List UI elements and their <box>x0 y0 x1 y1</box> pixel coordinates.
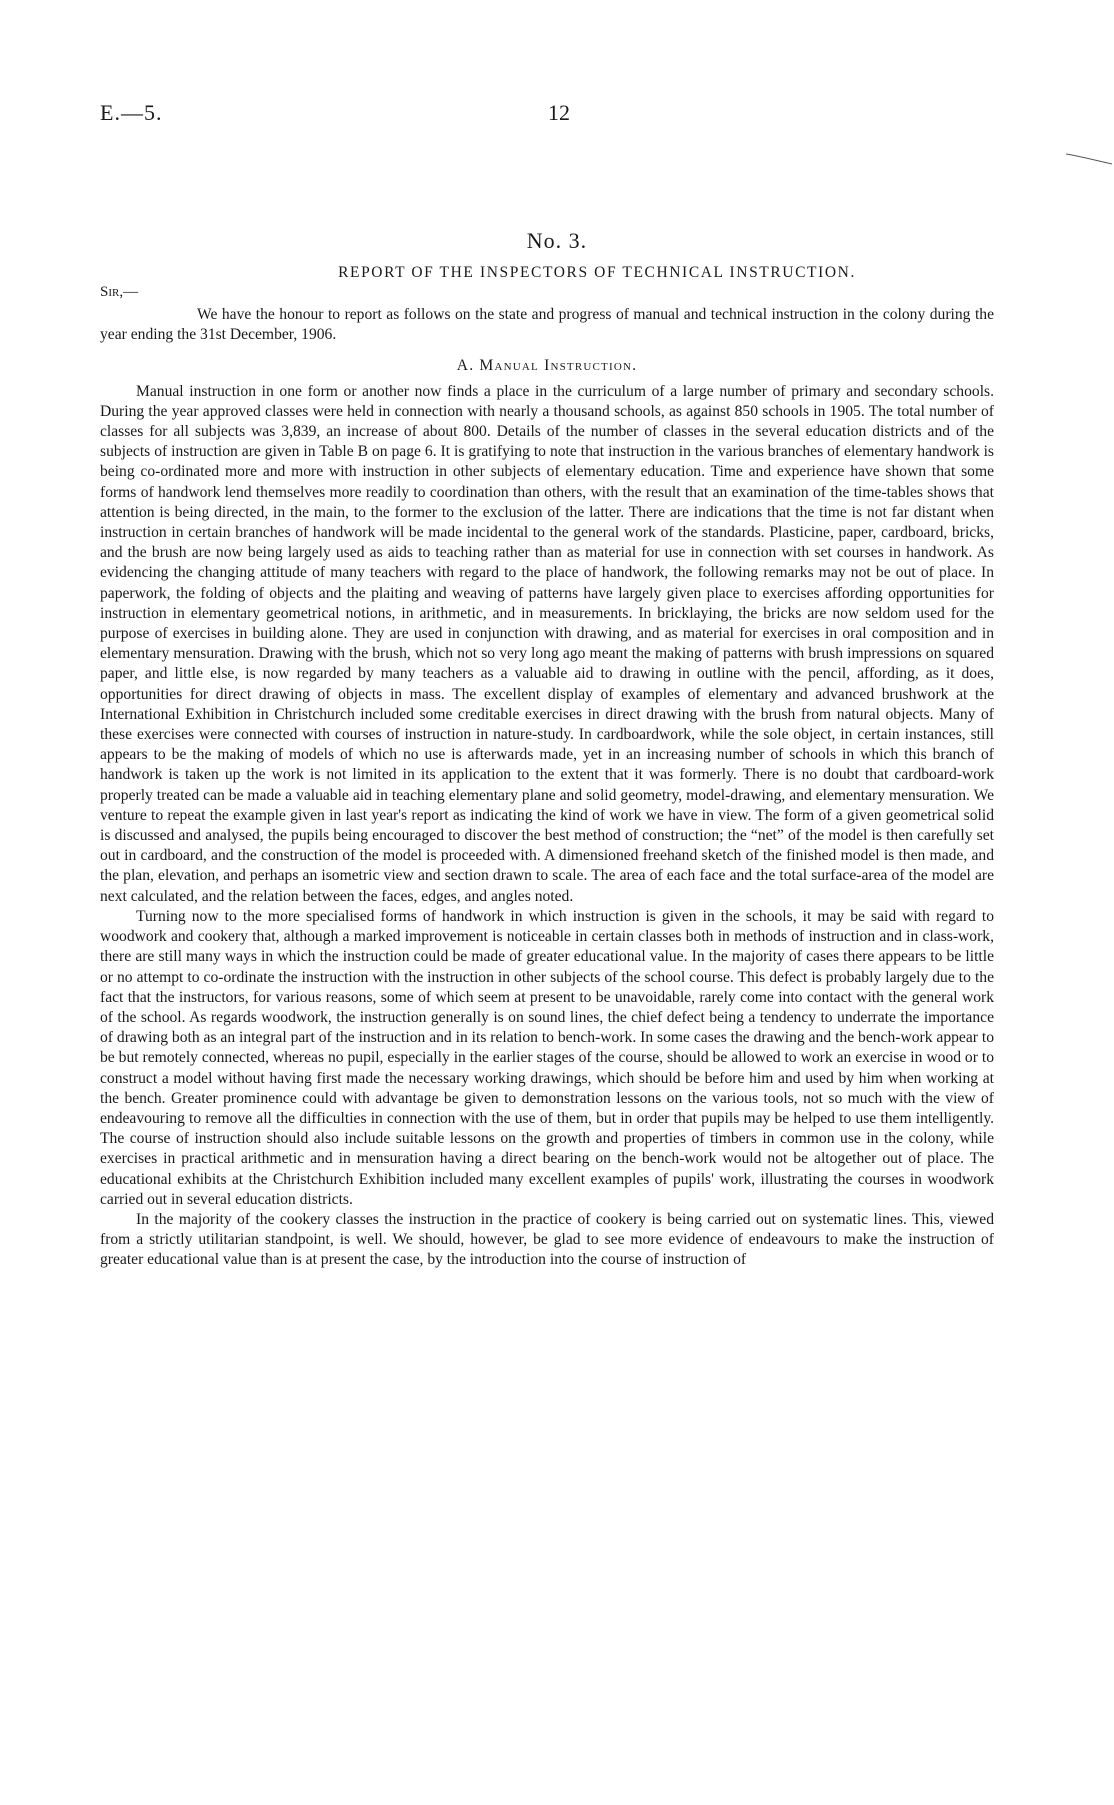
page-header-reference: E.—5. <box>100 100 163 125</box>
report-body <box>100 305 994 1271</box>
report-title: REPORT OF THE INSPECTORS OF TECHNICAL INSTRUCTION. <box>338 264 856 281</box>
margin-mark <box>1064 152 1114 166</box>
document-number: No. 3. <box>526 228 588 253</box>
body-paragraph: In the majority of the cookery classes the instruction in the practice of cookery is being carried out on systematic lines. This, viewed from a strictly utilitarian standpoint, is well. We should, however, be glad to see more evidence of endeavours to make the instruction of greater educational value than is at present the case, by the introduction into the course of instruction of <box>100 1210 994 1269</box>
section-heading: A. Manual Instruction. <box>456 357 638 375</box>
body-paragraph: Turning now to the more specialised forms of handwork in which instruction is given in the schools, it may be said with regard to woodwork and cookery that, although a marked improvement is noticeable in certain classes both in methods of instruction and in class-work, there are still many ways in which the instruction could be made of greater educational value. In the majority of cases there appears to be little or no attempt to co-ordinate the instruction with the instruction in other subjects of the school course. This defect is probably largely due to the fact that the instructors, for various reasons, some of which seem at present to be unavoidable, rarely come into contact with the general work of the school. As regards woodwork, the instruction generally is on sound lines, the chief defect being a tendency to underrate the importance of drawing both as an integral part of the instruction and in its relation to bench-work. In some cases the drawing and the bench-work appear to be but remotely connected, whereas no pupil, especially in the earlier stages of the course, should be allowed to work an exercise in wood or to construct a model without having first made the necessary working drawings, which should be before him and used by him when working at the bench. Greater prominence could with advantage be given to demonstration lessons on the various tools, not so much with the view of endeavouring to remove all the difficulties in connection with the use of them, but in order that pupils may be helped to use them intelligently. The course of instruction should also include suitable lessons on the growth and properties of timbers in common use in the colony, while exercises in practical arithmetic and in mensuration having a direct bearing on the bench-work would not be altogether out of place. The educational exhibits at the Christchurch Exhibition included many excellent examples of pupils' work, illustrating the courses in woodwork carried out in several education districts. <box>100 907 994 1208</box>
page-number: 12 <box>548 100 570 125</box>
salutation: Sir,— <box>100 284 139 300</box>
body-paragraph: Manual instruction in one form or another now finds a place in the curriculum of a large number of primary and secondary schools. During the year approved classes were held in connection with nearly a thousand schools, as against 850 schools in 1905. The total number of classes for all subjects was 3,839, an increase of about 800. Details of the number of classes in the several education districts and of the subjects of instruction are given in Table B on page 6. It is gratifying to note that instruction in the various branches of elementary handwork is being co-ordinated more and more with instruction in other subjects of elementary education. Time and experience have shown that some forms of handwork lend themselves more readily to coordination than others, with the result that an examination of the time-tables shows that attention is being directed, in the main, to the former to the exclusion of the latter. There are indications that the time is not far distant when instruction in certain branches of handwork will be made incidental to the general work of the standards. Plasticine, paper, cardboard, bricks, and the brush are now being largely used as aids to teaching rather than as material for use in connection with set courses in handwork. As evidencing the changing attitude of many teachers with regard to the place of handwork, the following remarks may not be out of place. In paperwork, the folding of objects and the plaiting and weaving of patterns have largely given place to exercises affording opportunities for instruction in elementary geometrical notions, in arithmetic, and in measurements. In bricklaying, the bricks are now seldom used for the purpose of exercises in building alone. They are used in conjunction with drawing, and as material for exercises in oral composition and in elementary mensuration. Drawing with the brush, which not so very long ago meant the making of patterns with brush impressions on squared paper, and little else, is now regarded by many teachers as a valuable aid to drawing in outline with the pencil, affording, as it does, opportunities for direct drawing of objects in mass. The excellent display of examples of elementary and advanced brushwork at the International Exhibition in Christchurch included some creditable exercises in direct drawing with the brush from natural objects. Many of these exercises were connected with courses of instruction in nature-study. In cardboardwork, while the sole object, in certain instances, still appears to be the making of models of which no use is afterwards made, yet in an increasing number of schools in which this branch of handwork is taken up the work is not limited in its application to the extent that it was formerly. There is no doubt that cardboard-work properly treated can be made a valuable aid in teaching elementary plane and solid geometry, model-drawing, and elementary mensuration. We venture to repeat the example given in last year's report as indicating the kind of work we have in view. The form of a given geometrical solid is discussed and analysed, the pupils being encouraged to discover the best method of construction; the “net” of the model is then carefully set out in cardboard, and the construction of the model is proceeded with. A dimensioned freehand sketch of the finished model is then made, and the plan, elevation, and perhaps an isometric view and section drawn to scale. The area of each face and the total surface-area of the model are next calculated, and the relation between the faces, edges, and angles noted. <box>100 382 994 905</box>
intro-paragraph: We have the honour to report as follows on the state and progress of manual and technical instruction in the colony during the year ending the 31st December, 1906. <box>100 306 994 344</box>
